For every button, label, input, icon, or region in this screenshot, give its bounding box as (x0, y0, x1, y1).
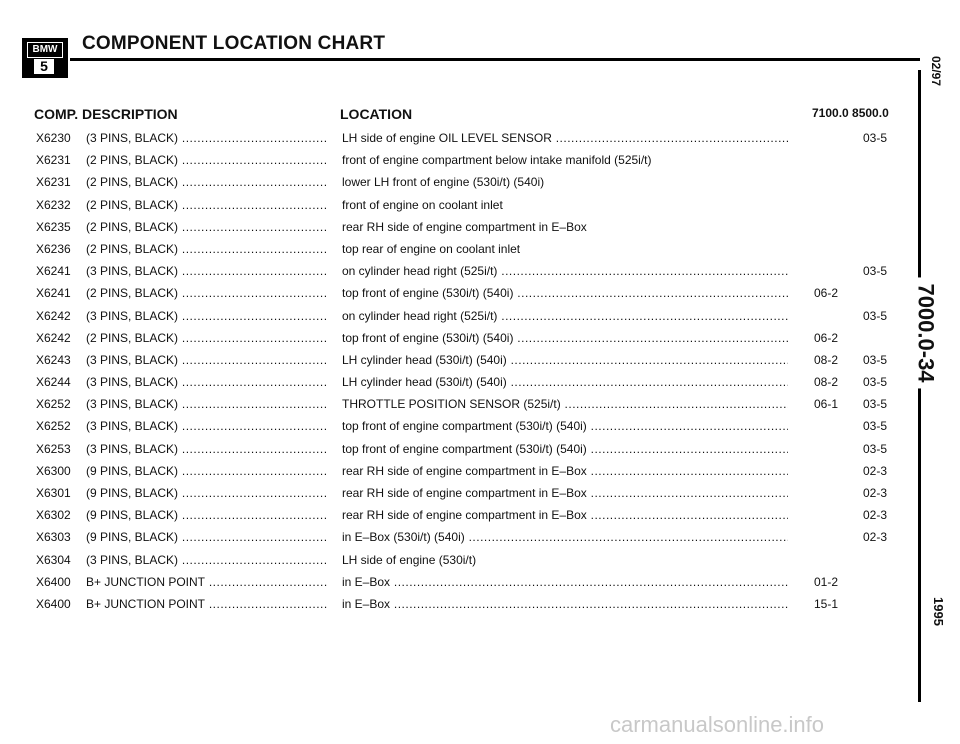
table-row (0, 216, 900, 238)
component-code: X6235 (36, 219, 71, 234)
ref-8500: 03-5 (863, 131, 888, 145)
component-location: front of engine compartment below intake manifold (525i/t) (342, 153, 652, 168)
column-header-comp-description: COMP. DESCRIPTION (34, 106, 178, 122)
component-description: (9 PINS, BLACK) ..... (86, 504, 328, 526)
ref-7100: 06-2 (814, 286, 839, 301)
component-location: top rear of engine on coolant inlet (342, 241, 521, 256)
component-code: X6400 (36, 596, 71, 611)
component-description: (3 PINS, BLACK) ..... (86, 549, 328, 571)
component-location: top front of engine compartment (530i/t) (540i) ..... (342, 415, 788, 437)
component-code: X6252 (36, 419, 71, 434)
component-location: front of engine on coolant inlet (342, 197, 503, 212)
table-row (0, 171, 900, 193)
component-location: on cylinder head right (525i/t) ..... (342, 260, 788, 282)
component-description: (3 PINS, BLACK) ..... (86, 349, 328, 371)
ref-8500: 02-3 (863, 508, 888, 523)
table-row (0, 482, 900, 504)
component-location: on cylinder head right (525i/t) ..... (342, 305, 788, 327)
component-code: X6303 (36, 530, 71, 545)
ref-8500: 03-5 (863, 441, 888, 456)
component-code: X6241 (36, 264, 71, 279)
ref-7100: 08-2 (814, 375, 839, 390)
header-rule (70, 58, 920, 61)
component-location: in E–Box ..... (342, 571, 788, 593)
component-code: X6230 (36, 131, 71, 145)
component-code: X6304 (36, 552, 71, 567)
component-description: B+ JUNCTION POINT ..... (86, 571, 328, 593)
component-description: (2 PINS, BLACK) ..... (86, 194, 328, 216)
component-code: X6253 (36, 441, 71, 456)
ref-8500: 03-5 (863, 397, 888, 412)
component-location: top front of engine compartment (530i/t) (540i) ..... (342, 438, 788, 460)
model-year: 1995 (930, 597, 946, 626)
ref-8500: 03-5 (863, 308, 888, 323)
revision-date: 02/97 (929, 55, 944, 87)
component-code: X6300 (36, 463, 71, 478)
bmw-logo (22, 38, 68, 78)
table-row (0, 393, 900, 415)
table-row (0, 327, 900, 349)
ref-7100: 01-2 (814, 574, 839, 589)
logo-series: 5 (34, 59, 54, 74)
component-location: LH side of engine OIL LEVEL SENSOR ..... (342, 127, 788, 149)
table-row (0, 149, 900, 171)
component-location: rear RH side of engine compartment in E–Box ..... (342, 504, 788, 526)
table-row (0, 127, 900, 149)
watermark: carmanualsonline.info (610, 712, 825, 737)
component-description: (3 PINS, BLACK) ..... (86, 127, 328, 149)
table-row (0, 349, 900, 371)
component-description: (2 PINS, BLACK) ..... (86, 216, 328, 238)
component-location: top front of engine (530i/t) (540i) ..... (342, 282, 788, 304)
component-location: in E–Box (530i/t) (540i) ..... (342, 526, 788, 548)
component-code: X6242 (36, 308, 71, 323)
component-location: rear RH side of engine compartment in E–Box (342, 219, 587, 234)
component-location: lower LH front of engine (530i/t) (540i) (342, 175, 545, 190)
ref-7100: 06-2 (814, 330, 839, 345)
table-row (0, 194, 900, 216)
page-title: COMPONENT LOCATION CHART (82, 33, 386, 54)
component-description: (3 PINS, BLACK) ..... (86, 260, 328, 282)
table-row (0, 460, 900, 482)
component-description: (2 PINS, BLACK) ..... (86, 238, 328, 260)
component-code: X6231 (36, 175, 71, 190)
ref-8500: 03-5 (863, 419, 888, 434)
component-code: X6236 (36, 241, 71, 256)
ref-7100: 08-2 (814, 352, 839, 367)
component-description: (9 PINS, BLACK) ..... (86, 482, 328, 504)
column-header-location: LOCATION (340, 106, 413, 122)
component-location: top front of engine (530i/t) (540i) ..... (342, 327, 788, 349)
ref-7100: 15-1 (814, 596, 839, 611)
component-description: (9 PINS, BLACK) ..... (86, 526, 328, 548)
ref-8500: 02-3 (863, 463, 888, 478)
component-location: LH cylinder head (530i/t) (540i) ..... (342, 349, 788, 371)
component-description: (2 PINS, BLACK) ..... (86, 327, 328, 349)
ref-7100: 06-1 (814, 397, 839, 412)
component-table (0, 127, 900, 615)
table-row (0, 438, 900, 460)
component-description: (3 PINS, BLACK) ..... (86, 305, 328, 327)
component-code: X6400 (36, 574, 71, 589)
component-description: B+ JUNCTION POINT ..... (86, 593, 328, 615)
component-location: rear RH side of engine compartment in E–Box ..... (342, 460, 788, 482)
component-description: (3 PINS, BLACK) ..... (86, 438, 328, 460)
ref-8500: 02-3 (863, 530, 888, 545)
table-row (0, 549, 900, 571)
table-row (0, 571, 900, 593)
component-code: X6252 (36, 397, 71, 412)
table-row (0, 260, 900, 282)
page-number: 7000.0-34 (913, 277, 939, 388)
table-row (0, 305, 900, 327)
table-row (0, 282, 900, 304)
component-code: X6241 (36, 286, 71, 301)
component-location: THROTTLE POSITION SENSOR (525i/t) ..... (342, 393, 788, 415)
table-row (0, 526, 900, 548)
component-description: (3 PINS, BLACK) ..... (86, 393, 328, 415)
ref-8500: 02-3 (863, 486, 888, 500)
table-row (0, 238, 900, 260)
component-code: X6243 (36, 352, 71, 367)
component-code: X6242 (36, 330, 71, 345)
component-description: (3 PINS, BLACK) ..... (86, 371, 328, 393)
component-location: in E–Box ..... (342, 593, 788, 615)
component-code: X6232 (36, 197, 71, 212)
table-row (0, 593, 900, 615)
ref-8500: 03-5 (863, 264, 888, 279)
component-description: (2 PINS, BLACK) ..... (86, 282, 328, 304)
ref-8500: 03-5 (863, 375, 888, 390)
component-description: (9 PINS, BLACK) ..... (86, 460, 328, 482)
table-row (0, 504, 900, 526)
component-description: (2 PINS, BLACK) ..... (86, 171, 328, 193)
table-row (0, 415, 900, 437)
component-code: X6231 (36, 153, 71, 168)
ref-8500: 03-5 (863, 352, 888, 367)
component-code: X6244 (36, 375, 71, 390)
component-location: LH cylinder head (530i/t) (540i) ..... (342, 371, 788, 393)
component-code: X6302 (36, 508, 71, 523)
component-description: (2 PINS, BLACK) ..... (86, 149, 328, 171)
component-description: (3 PINS, BLACK) ..... (86, 415, 328, 437)
component-code: X6301 (36, 486, 71, 500)
logo-bmw-text: BMW (27, 42, 63, 58)
component-location: LH side of engine (530i/t) (342, 552, 477, 567)
column-header-models: 7100.0 8500.0 (812, 106, 889, 120)
component-location: rear RH side of engine compartment in E–Box ..... (342, 482, 788, 504)
table-row (0, 371, 900, 393)
